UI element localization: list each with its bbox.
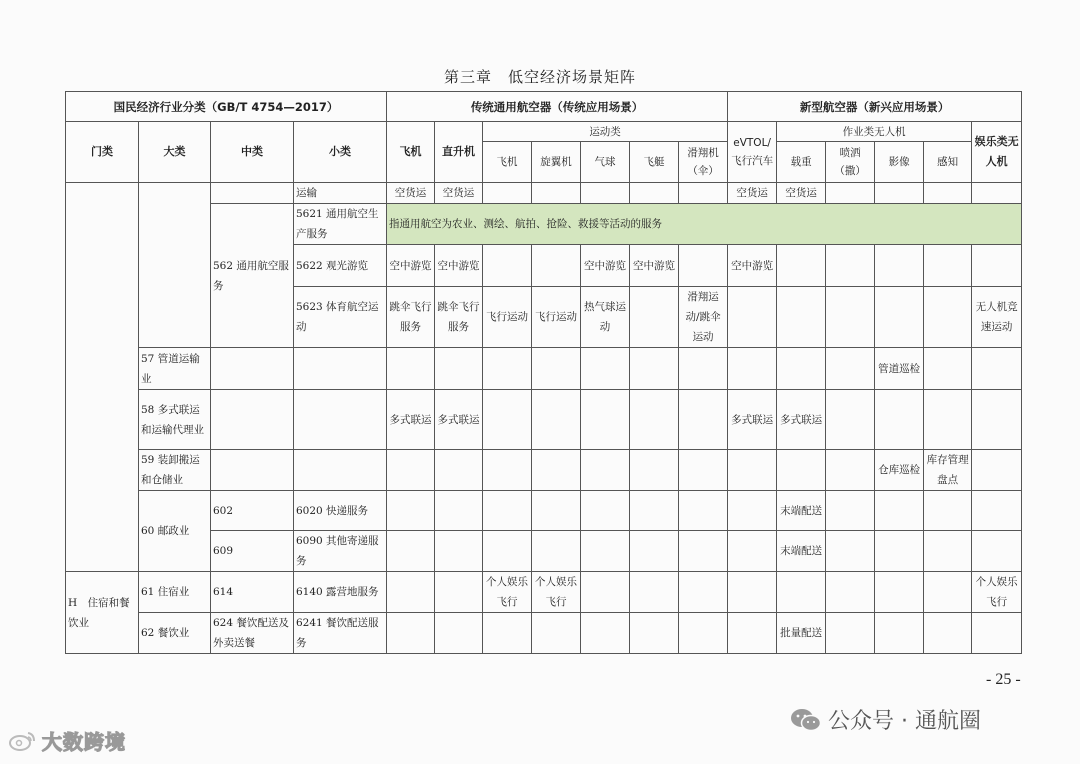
dalei-header: 大类 <box>139 122 211 183</box>
table-row <box>66 572 1022 613</box>
airship-header: 飞艇 <box>630 142 679 183</box>
scenario-matrix-table <box>65 91 1022 654</box>
zhonglei-cell: 562 通用航空服务 <box>211 204 294 348</box>
payload-cell: 空货运 <box>777 183 826 204</box>
evtol-cell: 多式联运 <box>728 390 777 450</box>
page-number: - 25 - <box>986 671 1021 688</box>
xiaolei-cell: 5622 观光游览 <box>294 245 387 287</box>
sport-airplane-cell: 个人娱乐飞行 <box>483 572 532 613</box>
classification-header: 国民经济行业分类（GB/T 4754—2017） <box>66 92 387 122</box>
dalei-cell: 62 餐饮业 <box>139 613 211 654</box>
sensing-header: 感知 <box>924 142 972 183</box>
imaging-cell: 管道巡检 <box>875 348 924 390</box>
payload-cell: 多式联运 <box>777 390 826 450</box>
balloon-header: 气球 <box>581 142 630 183</box>
dalei-cell: 60 邮政业 <box>139 491 211 572</box>
weibo-watermark <box>8 726 126 755</box>
entertainment-cell: 无人机竞速运动 <box>972 287 1022 348</box>
sport-airplane-header: 飞机 <box>483 142 532 183</box>
xiaolei-cell: 6140 露营地服务 <box>294 572 387 613</box>
payload-cell: 末端配送 <box>777 491 826 531</box>
xiaolei-cell: 5621 通用航空生产服务 <box>294 204 387 245</box>
table-row <box>66 390 1022 450</box>
xiaolei-cell: 6020 快递服务 <box>294 491 387 531</box>
airplane-cell: 空中游览 <box>387 245 435 287</box>
gyroplane-cell: 个人娱乐飞行 <box>532 572 581 613</box>
glider-header: 滑翔机（伞） <box>679 142 728 183</box>
xiaolei-cell: 6090 其他寄递服务 <box>294 531 387 572</box>
menlei-header: 门类 <box>66 122 139 183</box>
imaging-cell: 仓库巡检 <box>875 450 924 491</box>
dalei-cell: 61 住宿业 <box>139 572 211 613</box>
balloon-cell: 热气球运动 <box>581 287 630 348</box>
table-row <box>66 348 1022 390</box>
xiaolei-cell: 6241 餐饮配送服务 <box>294 613 387 654</box>
helicopter-header: 直升机 <box>435 122 483 183</box>
payload-cell: 末端配送 <box>777 531 826 572</box>
sport-category-header: 运动类 <box>483 122 728 142</box>
dalei-cell: 57 管道运输业 <box>139 348 211 390</box>
weibo-account-name: 大数跨境 <box>42 730 126 754</box>
dalei-cell <box>139 183 211 348</box>
xiaolei-header: 小类 <box>294 122 387 183</box>
green-note-cell: 指通用航空为农业、测绘、航拍、抢险、救援等活动的服务 <box>387 204 1022 245</box>
weibo-icon <box>8 729 38 753</box>
airplane-cell: 多式联运 <box>387 390 435 450</box>
airplane-cell: 空货运 <box>387 183 435 204</box>
zhonglei-cell: 614 <box>211 572 294 613</box>
airship-cell: 空中游览 <box>630 245 679 287</box>
payload-cell: 批量配送 <box>777 613 826 654</box>
menlei-cell: H 住宿和餐饮业 <box>66 572 139 654</box>
helicopter-cell: 跳伞飞行服务 <box>435 287 483 348</box>
table-row <box>66 491 1022 531</box>
new-type-header: 新型航空器（新兴应用场景） <box>728 92 1022 122</box>
entertainment-cell: 个人娱乐飞行 <box>972 572 1022 613</box>
spraying-header: 喷洒（撒） <box>826 142 875 183</box>
airplane-header: 飞机 <box>387 122 435 183</box>
gyroplane-cell: 飞行运动 <box>532 287 581 348</box>
helicopter-cell: 空中游览 <box>435 245 483 287</box>
traditional-header: 传统通用航空器（传统应用场景） <box>387 92 728 122</box>
menlei-cell <box>66 183 139 572</box>
zhonglei-cell <box>211 183 294 204</box>
evtol-cell: 空中游览 <box>728 245 777 287</box>
work-drone-header: 作业类无人机 <box>777 122 972 142</box>
chapter-title: 第三章 低空经济场景矩阵 <box>443 68 636 86</box>
header-row-2 <box>66 122 1022 142</box>
xiaolei-cell: 5623 体育航空运动 <box>294 287 387 348</box>
xiaolei-cell: 运输 <box>294 183 387 204</box>
header-row-1 <box>66 92 1022 122</box>
wechat-watermark <box>790 704 981 735</box>
dalei-cell: 59 装卸搬运和仓储业 <box>139 450 211 491</box>
dalei-cell: 58 多式联运和运输代理业 <box>139 390 211 450</box>
zhonglei-cell: 609 <box>211 531 294 572</box>
balloon-cell: 空中游览 <box>581 245 630 287</box>
sensing-cell: 库存管理盘点 <box>924 450 972 491</box>
glider-cell: 滑翔运动/跳伞运动 <box>679 287 728 348</box>
airplane-cell: 跳伞飞行服务 <box>387 287 435 348</box>
imaging-header: 影像 <box>875 142 924 183</box>
table-row <box>66 183 1022 204</box>
table-row <box>66 450 1022 491</box>
wechat-account-name: 公众号 · 通航圈 <box>828 709 981 734</box>
gyroplane-header: 旋翼机 <box>532 142 581 183</box>
table-row <box>66 613 1022 654</box>
zhonglei-cell: 602 <box>211 491 294 531</box>
sport-airplane-cell: 飞行运动 <box>483 287 532 348</box>
entertainment-drone-header: 娱乐类无人机 <box>972 122 1022 183</box>
helicopter-cell: 多式联运 <box>435 390 483 450</box>
zhonglei-cell: 624 餐饮配送及外卖送餐 <box>211 613 294 654</box>
payload-header: 载重 <box>777 142 826 183</box>
helicopter-cell: 空货运 <box>435 183 483 204</box>
evtol-cell: 空货运 <box>728 183 777 204</box>
evtol-header: eVTOL/飞行汽车 <box>728 122 777 183</box>
wechat-icon <box>790 707 822 733</box>
zhonglei-header: 中类 <box>211 122 294 183</box>
